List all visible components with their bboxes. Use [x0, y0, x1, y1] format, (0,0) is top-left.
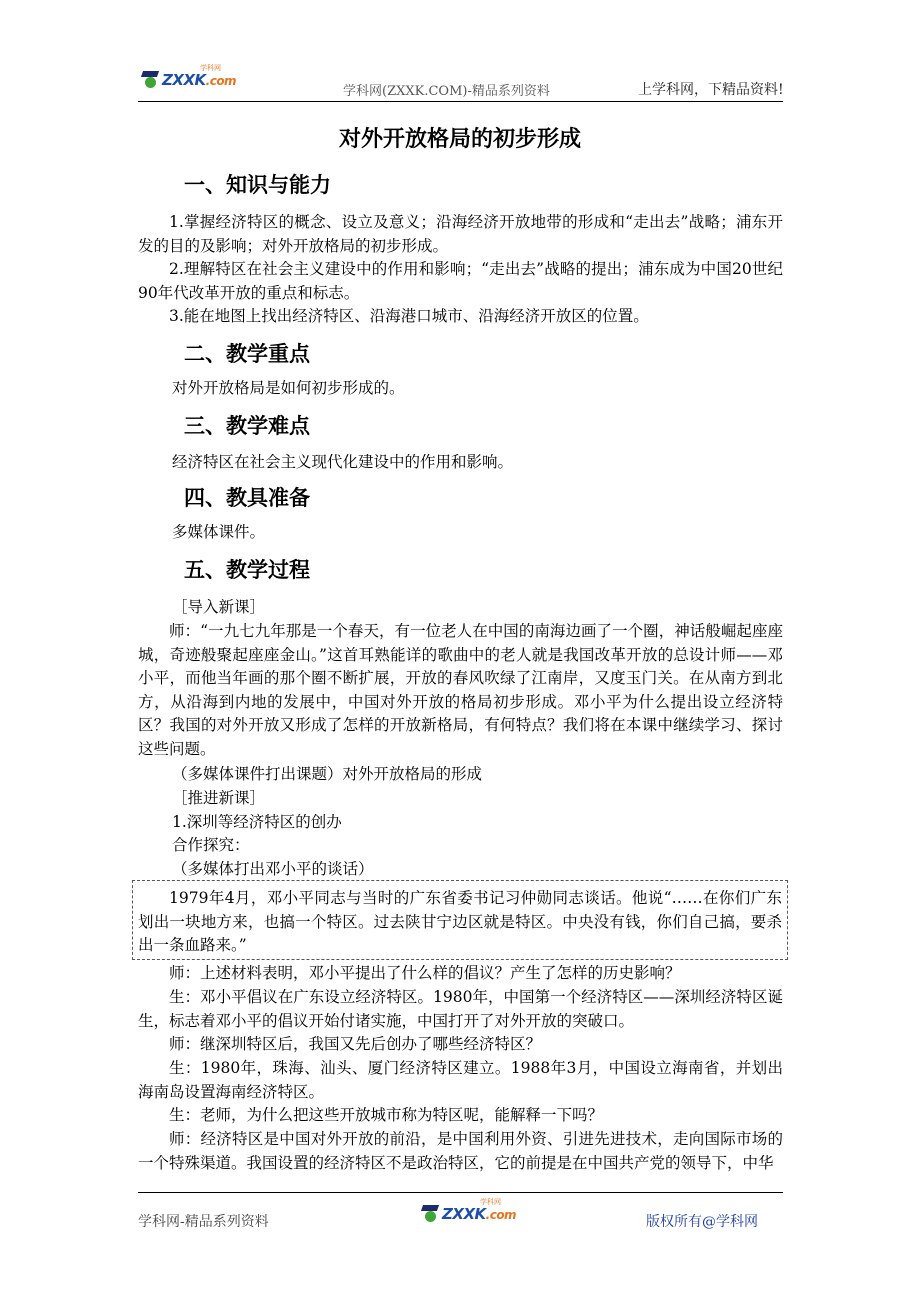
- document-title: 对外开放格局的初步形成: [338, 126, 581, 152]
- footer-zxxk-logo[interactable]: ZXXK.com 学科网: [420, 1198, 516, 1230]
- paragraph: （多媒体打出邓小平的谈话）: [172, 860, 374, 878]
- section-heading-2: 二、教学重点: [184, 341, 310, 366]
- section-heading-5: 五、教学过程: [184, 557, 310, 582]
- quote-box: [132, 880, 788, 960]
- section-heading-4: 四、教具准备: [184, 485, 310, 510]
- subsection-title: 1.深圳等经济特区的创办: [172, 813, 342, 831]
- paragraph: 对外开放格局是如何初步形成的。: [172, 379, 405, 397]
- topic-line: （多媒体课件打出课题）对外开放格局的形成: [172, 765, 483, 783]
- page-header: [0, 0, 920, 110]
- paragraph: 生：老师，为什么把这些开放城市称为特区呢，能解释一下吗？: [169, 1106, 604, 1124]
- paragraph: 多媒体课件。: [172, 523, 266, 541]
- footer-copyright-link[interactable]: 版权所有@学科网: [646, 1214, 758, 1230]
- graduation-cap-icon: [420, 1203, 440, 1225]
- zxxk-logo[interactable]: ZXXK.com 学科网: [140, 64, 236, 96]
- section-heading-3: 三、教学难点: [184, 413, 310, 438]
- footer-left-text: 学科网-精品系列资料: [138, 1214, 269, 1230]
- paragraph: 师：上述材料表明，邓小平提出了什么样的倡议？产生了怎样的历史影响？: [169, 964, 681, 982]
- footer-divider: [138, 1192, 783, 1193]
- header-divider: [138, 101, 783, 102]
- intro-label: ［导入新课］: [172, 598, 266, 616]
- header-site-title[interactable]: 学科网(ZXXK.COM)-精品系列资料: [343, 84, 550, 99]
- header-slogan: 上学科网，下精品资料!: [638, 82, 784, 98]
- paragraph: 生：邓小平倡议在广东设立经济特区。1980年，中国第一个经济特区——深圳经济特区诞生，标志着邓小平的倡议开始付诸实施，中国打开了对外开放的突破口。: [138, 988, 783, 1030]
- paragraph: 师：经济特区是中国对外开放的前沿，是中国利用外资、引进先进技术，走向国际市场的一个特殊渠道。我国设置的经济特区不是政治特区，它的前提是在中国共产党的领导下，中华: [138, 1130, 783, 1172]
- paragraph: 2.理解特区在社会主义建设中的作用和影响；“走出去”战略的提出；浦东成为中国20世纪90年代改革开放的重点和标志。: [138, 260, 783, 302]
- paragraph: 师：继深圳特区后，我国又先后创办了哪些经济特区？: [169, 1035, 542, 1053]
- graduation-cap-icon: [140, 69, 160, 91]
- paragraph: 合作探究：: [172, 836, 250, 854]
- section-heading-1: 一、知识与能力: [184, 172, 331, 197]
- paragraph: 3.能在地图上找出经济特区、沿海港口城市、沿海经济开放区的位置。: [169, 307, 649, 325]
- paragraph: 经济特区在社会主义现代化建设中的作用和影响。: [172, 453, 514, 471]
- paragraph: 1.掌握经济特区的概念、设立及意义；沿海经济开放地带的形成和“走出去”战略；浦东开发的目的及影响；对外开放格局的初步形成。: [138, 213, 783, 255]
- quote-text: 1979年4月，邓小平同志与当时的广东省委书记习仲勋同志谈话。他说“……在你们广东划出一块地方来，也搞一个特区。过去陕甘宁边区就是特区。中央没有钱，你们自己搞，要杀出一条血路来。”: [138, 889, 782, 954]
- paragraph: 生：1980年，珠海、汕头、厦门经济特区建立。1988年3月，中国设立海南省，并划出海南岛设置海南经济特区。: [138, 1059, 783, 1101]
- paragraph: 师：“一九七九年那是一个春天，有一位老人在中国的南海边画了一个圈，神话般崛起座座城，奇迹般聚起座座金山。”这首耳熟能详的歌曲中的老人就是我国改革开放的总设计师——邓小平，而他当年画的那个圈不断扩展，开放的春风吹绿了江南岸，又度玉门关。在从南方到北方，从沿海到内地的发展中，中国对外开放的格局初步形成。邓小平为什么提出设立经济特区？我国的对外开放又形成了怎样的开放新格局，有何特点？我们将在本课中继续学习、探讨这些问题。: [138, 622, 783, 758]
- advance-label: ［推进新课］: [172, 789, 266, 807]
